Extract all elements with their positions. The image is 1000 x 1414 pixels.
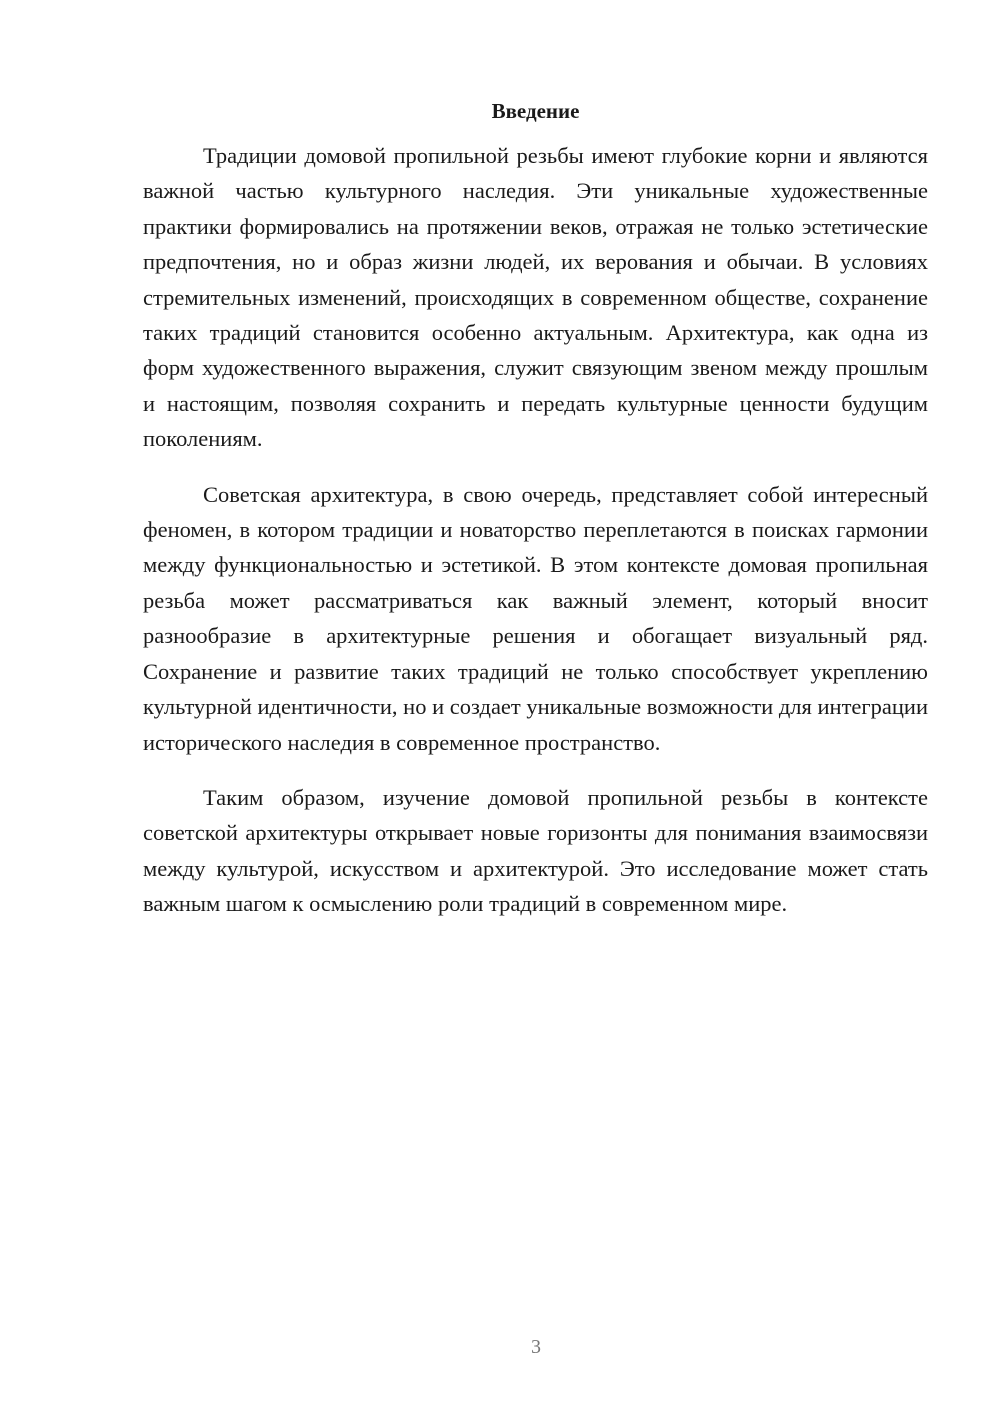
section-heading: Введение — [491, 99, 580, 123]
paragraph-2: Советская архитектура, в свою очередь, представляет собой интересный феномен, в котором традиции и новаторство переплетаются в поисках гармонии между функциональностью и эстетикой. В этом контексте домовая пропильная резьба может рассматриваться как важный элемент, который вносит разнообразие в архитектурные решения и обогащает визуальный ряд. Сохранение и развитие таких традиций не только способствует укреплению культурной идентичности, но и создает уникальные возможности для интеграции исторического наследия в современное пространство. — [143, 481, 928, 755]
page-content — [143, 96, 928, 942]
page-number: 3 — [531, 1336, 541, 1358]
paragraph-3: Таким образом, изучение домовой пропильной резьбы в контексте советской архитектуры открывает новые горизонты для понимания взаимосвязи между культурой, искусством и архитектурой. Это исследование может стать важным шагом к осмыслению роли традиций в современном мире. — [143, 784, 928, 917]
paragraph-1: Традиции домовой пропильной резьбы имеют глубокие корни и являются важной частью культурного наследия. Эти уникальные художественные практики формировались на протяжении веков, отражая не только эстетические предпочтения, но и образ жизни людей, их верования и обычаи. В условиях стремительных изменений, происходящих в современном обществе, сохранение таких традиций становится особенно актуальным. Архитектура, как одна из форм художественного выражения, служит связующим звеном между прошлым и настоящим, позволяя сохранить и передать культурные ценности будущим поколениям. — [143, 143, 928, 452]
